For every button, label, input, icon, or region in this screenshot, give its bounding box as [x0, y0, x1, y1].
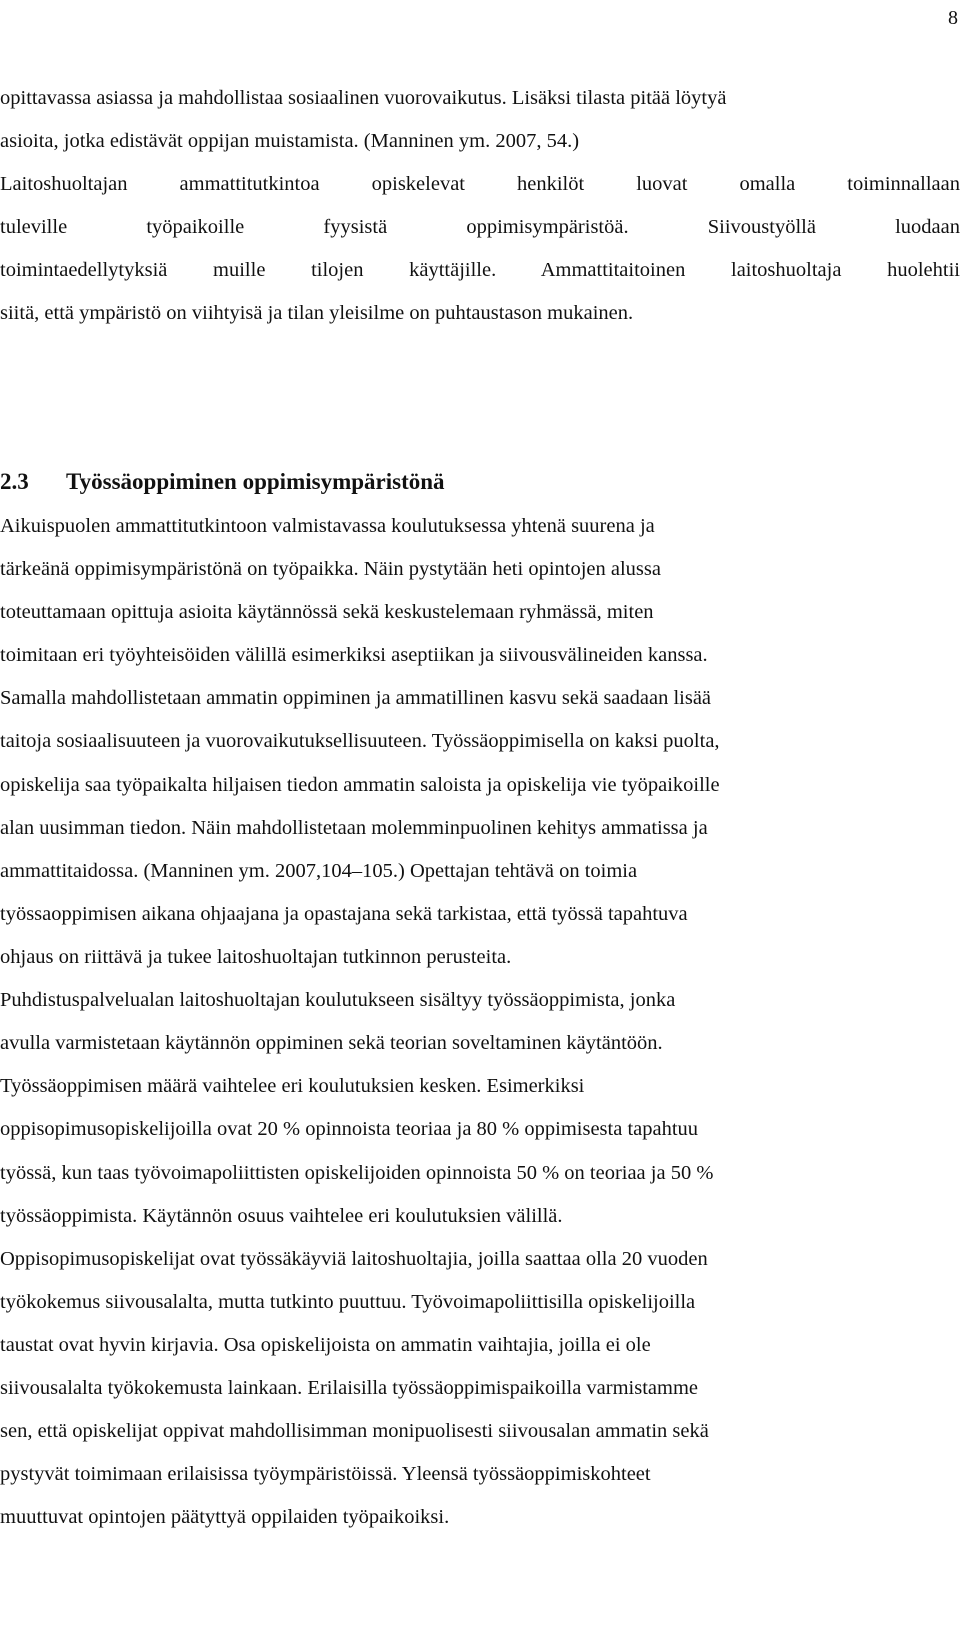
text-line: Laitoshuoltajan ammattitutkintoa opiskelevat henkilöt luovat omalla toiminnallaan	[0, 173, 960, 195]
text-line: tuleville työpaikoille fyysistä oppimisympäristöä. Siivoustyöllä luodaan	[0, 216, 960, 238]
text-line: toimitaan eri työyhteisöiden välillä esimerkiksi aseptiikan ja siivousvälineiden kanssa.	[0, 644, 708, 666]
text-line: alan uusimman tiedon. Näin mahdollistetaan molemminpuolinen kehitys ammatissa ja	[0, 817, 708, 839]
page-number: 8	[948, 7, 958, 29]
text-line: Oppisopimusopiskelijat ovat työssäkäyviä laitoshuoltajia, joilla saattaa olla 20 vuoden	[0, 1248, 708, 1270]
text-line: taitoja sosiaalisuuteen ja vuorovaikutuksellisuuteen. Työssäoppimisella on kaksi puolta,	[0, 730, 720, 752]
text-line: työssäoppimista. Käytännön osuus vaihtelee eri koulutuksien välillä.	[0, 1205, 563, 1227]
text-line: toteuttamaan opittuja asioita käytännössä sekä keskustelemaan ryhmässä, miten	[0, 601, 654, 623]
text-line: tärkeänä oppimisympäristönä on työpaikka. Näin pystytään heti opintojen alussa	[0, 558, 661, 580]
text-line: Puhdistuspalvelualan laitoshuoltajan koulutukseen sisältyy työssäoppimista, jonka	[0, 989, 676, 1011]
section-number: 2.3	[0, 469, 29, 494]
text-line: opiskelija saa työpaikalta hiljaisen tiedon ammatin saloista ja opiskelija vie työpaikoille	[0, 774, 720, 796]
text-line: oppisopimusopiskelijoilla ovat 20 % opinnoista teoriaa ja 80 % oppimisesta tapahtuu	[0, 1118, 699, 1140]
text-line: työssaoppimisen aikana ohjaajana ja opastajana sekä tarkistaa, että työssä tapahtuva	[0, 903, 688, 925]
text-line: asioita, jotka edistävät oppijan muistamista. (Manninen ym. 2007, 54.)	[0, 130, 580, 152]
text-line: toimintaedellytyksiä muille tilojen käyttäjille. Ammattitaitoinen laitoshuoltaja huolehtii	[0, 259, 960, 281]
section-heading	[0, 467, 445, 497]
text-line: avulla varmistetaan käytännön oppiminen sekä teorian soveltaminen käytäntöön.	[0, 1032, 663, 1054]
text-line: Samalla mahdollistetaan ammatin oppiminen ja ammatillinen kasvu sekä saadaan lisää	[0, 687, 712, 709]
text-line: ammattitaidossa. (Manninen ym. 2007,104–105.) Opettajan tehtävä on toimia	[0, 860, 638, 882]
section-title: Työssäoppiminen oppimisympäristönä	[66, 469, 445, 494]
text-line: työkokemus siivousalalta, mutta tutkinto puuttuu. Työvoimapoliittisilla opiskelijoilla	[0, 1291, 696, 1313]
text-line: ohjaus on riittävä ja tukee laitoshuoltajan tutkinnon perusteita.	[0, 946, 512, 968]
text-line: opittavassa asiassa ja mahdollistaa sosiaalinen vuorovaikutus. Lisäksi tilasta pitää löytyä	[0, 87, 727, 109]
text-line: siitä, että ympäristö on viihtyisä ja tilan yleisilme on puhtaustason mukainen.	[0, 302, 634, 324]
text-line: siivousalalta työkokemusta lainkaan. Erilaisilla työssäoppimispaikoilla varmistamme	[0, 1377, 699, 1399]
text-line: Työssäoppimisen määrä vaihtelee eri koulutuksien kesken. Esimerkiksi	[0, 1075, 585, 1097]
text-line: pystyvät toimimaan erilaisissa työympäristöissä. Yleensä työssäoppimiskohteet	[0, 1463, 651, 1485]
text-line: Aikuispuolen ammattitutkintoon valmistavassa koulutuksessa yhtenä suurena ja	[0, 515, 655, 537]
text-line: sen, että opiskelijat oppivat mahdollisimman monipuolisesti siivousalan ammatin sekä	[0, 1420, 709, 1442]
text-line: muuttuvat opintojen päätyttyä oppilaiden työpaikoiksi.	[0, 1506, 450, 1528]
text-line: taustat ovat hyvin kirjavia. Osa opiskelijoista on ammatin vaihtajia, joilla ei ole	[0, 1334, 651, 1356]
text-line: työssä, kun taas työvoimapoliittisten opiskelijoiden opinnoista 50 % on teoriaa ja 50 %	[0, 1162, 714, 1184]
